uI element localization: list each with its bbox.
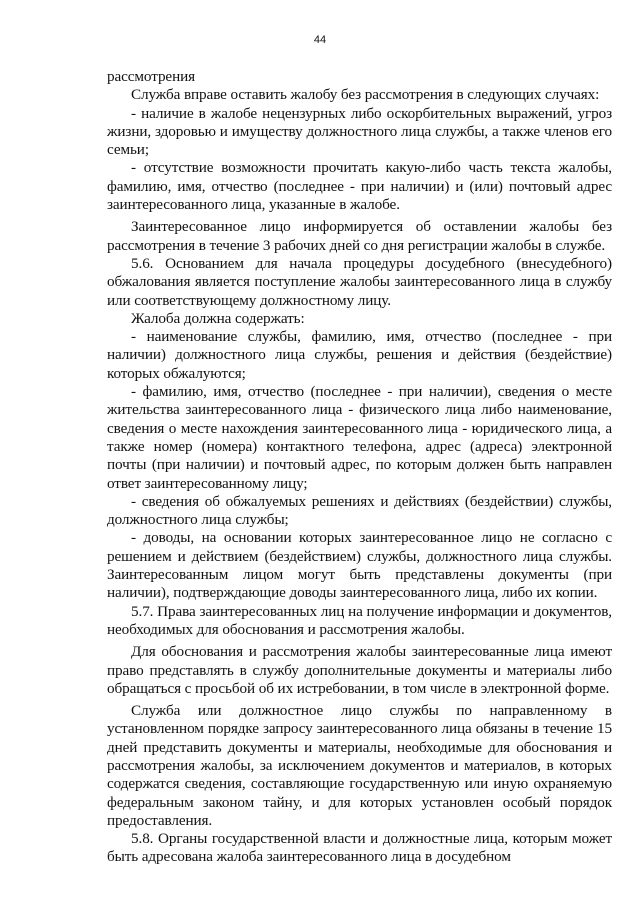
paragraph: Служба или должностное лицо службы по направленному в установленном порядке запросу заинтересованного лица обязаны в течение 15 дней представить документы и материалы, необходимые для обоснования и рассмотрения жалобы, за исключением документов и материалов, в которых содержатся сведения, составляющие государственную или иную охраняемую федеральным законом тайну, и для которых установлен особый порядок предоставления. [107, 702, 612, 829]
paragraph: - наличие в жалобе нецензурных либо оскорбительных выражений, угроз жизни, здоровью и имуществу должностного лица службы, а также членов его семьи; [107, 104, 612, 159]
page-number: 44 [313, 34, 327, 46]
paragraph: 5.8. Органы государственной власти и должностные лица, которым может быть адресована жалоба заинтересованного лица в досудебном [107, 830, 612, 866]
paragraph: 5.7. Права заинтересованных лиц на получение информации и документов, необходимых для обоснования и рассмотрения жалобы. [107, 602, 612, 638]
document-body [107, 68, 612, 867]
paragraph: рассмотрения [107, 68, 196, 85]
paragraph: - отсутствие возможности прочитать какую-либо часть текста жалобы, фамилию, имя, отчество (последнее - при наличии) и (или) почтовый адрес заинтересованного лица, указанные в жалобе. [107, 159, 612, 214]
paragraph: - наименование службы, фамилию, имя, отчество (последнее - при наличии) должностного лица службы, решения и действия (бездействие) которых обжалуются; [107, 328, 612, 382]
paragraph: Для обоснования и рассмотрения жалобы заинтересованные лица имеют право представлять в службу дополнительные документы и материалы либо обращаться с просьбой об их истребовании, в том числе в электронной форме. [107, 643, 612, 697]
paragraph: Служба вправе оставить жалобу без рассмотрения в следующих случаях: [131, 86, 600, 104]
paragraph: - фамилию, имя, отчество (последнее - при наличии), сведения о месте жительства заинтересованного лица - физического лица либо наименование, сведения о месте нахождения заинтересованного лица - юридического лица, а также номер (номера) контактного телефона, адрес (адреса) электронной почты (при наличии) и почтовый адрес, по которым должен быть направлен ответ заинтересованному лицу; [107, 383, 612, 492]
paragraph: - доводы, на основании которых заинтересованное лицо не согласно с решением и действием (бездействием) службы, должностного лица службы. Заинтересованным лицом могут быть представлены документы (при наличии), подтверждающие доводы заинтересованного лица, либо их копии. [107, 529, 612, 602]
paragraph: Заинтересованное лицо информируется об оставлении жалобы без рассмотрения в течение 3 рабочих дней со дня регистрации жалобы в службе. [107, 218, 612, 254]
paragraph: - сведения об обжалуемых решениях и действиях (бездействии) службы, должностного лица службы; [107, 492, 612, 529]
paragraph: 5.6. Основанием для начала процедуры досудебного (внесудебного) обжалования является поступление жалобы заинтересованного лица в службу или соответствующему должностному лицу. [107, 254, 612, 309]
paragraph: Жалоба должна содержать: [131, 309, 305, 327]
